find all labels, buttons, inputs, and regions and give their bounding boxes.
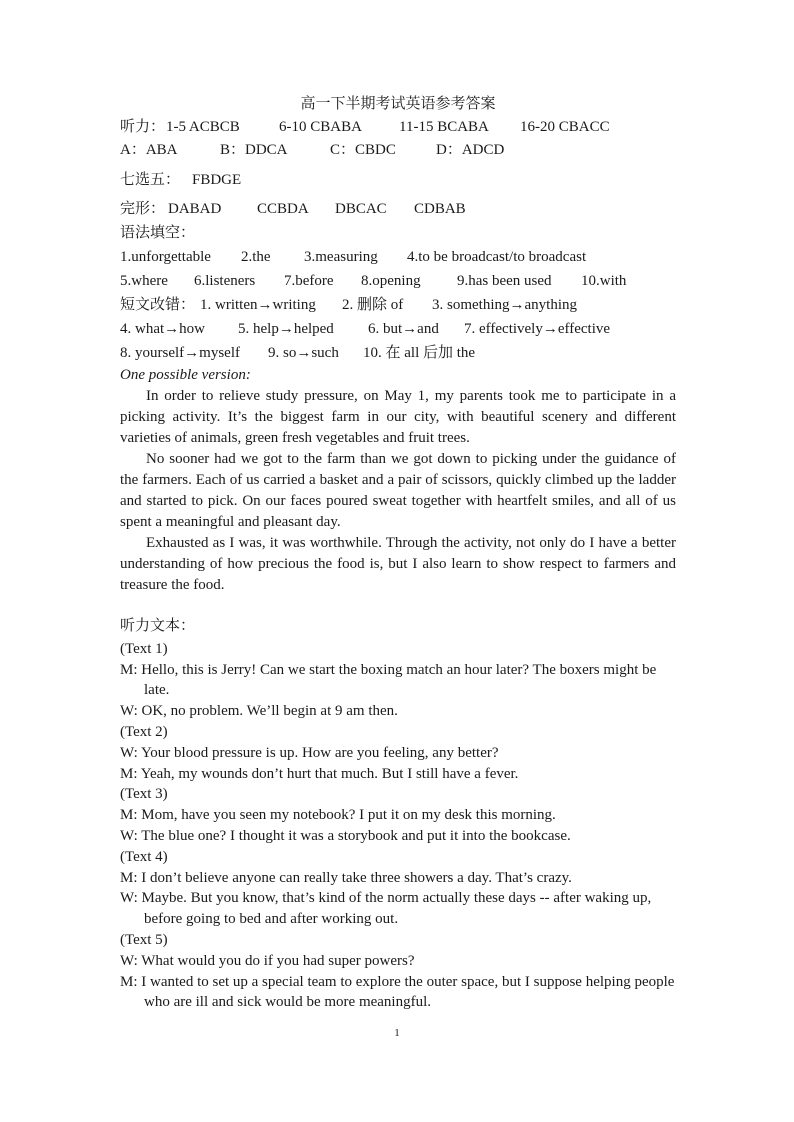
listening-label: 听力： xyxy=(120,119,166,135)
script-line: (Text 5) xyxy=(120,931,168,948)
reading-d: D：ADCD xyxy=(436,142,505,158)
correction-row-1 xyxy=(120,293,676,317)
script-line: M: I don’t believe anyone can really take three showers a day. That’s crazy. xyxy=(120,869,572,886)
correction-item: 4. what→how xyxy=(120,321,205,337)
correction-item: 7. effectively→effective xyxy=(464,321,611,337)
reading-answers xyxy=(120,139,676,162)
script-line: W: The blue one? I thought it was a storybook and put it into the bookcase. xyxy=(120,827,571,844)
correction-item: 1. written→writing xyxy=(200,297,316,313)
grammar-item: 5.where xyxy=(120,273,168,289)
grammar-item: 7.before xyxy=(284,273,334,289)
grammar-item: 10.with xyxy=(581,273,627,289)
grammar-item: 4.to be broadcast/to broadcast xyxy=(407,249,587,265)
correction-item: 5. help→helped xyxy=(238,321,334,337)
script-label: 听力文本： xyxy=(120,618,196,634)
listening-script xyxy=(120,616,676,1013)
grammar-item: 9.has been used xyxy=(457,273,552,289)
cloze-group-4: CDBAB xyxy=(414,201,466,217)
page-number: 1 xyxy=(394,1027,400,1039)
correction-item: 8. yourself→myself xyxy=(120,345,240,361)
script-line: (Text 1) xyxy=(120,640,168,657)
grammar-item: 2.the xyxy=(241,249,271,265)
script-line: M: Yeah, my wounds don’t hurt that much. But I still have a fever. xyxy=(120,765,519,782)
correction-item: 2. 删除 of xyxy=(342,297,404,313)
grammar-item: 1.unforgettable xyxy=(120,249,211,265)
script-line: M: I wanted to set up a special team to explore the outer space, but I suppose helping people who are ill and sick would be more meaningful. xyxy=(120,973,675,1011)
grammar-label: 语法填空： xyxy=(120,225,196,241)
grammar-row-1 xyxy=(120,245,676,269)
answer-sheet xyxy=(120,94,676,1013)
reading-a: A：ABA xyxy=(120,142,178,158)
listening-group-4: 16-20 CBACC xyxy=(520,119,610,135)
seven-label: 七选五： xyxy=(120,172,181,188)
script-lines xyxy=(120,639,676,1013)
grammar-row-2 xyxy=(120,269,676,293)
script-line: M: Mom, have you seen my notebook? I put it on my desk this morning. xyxy=(120,807,556,824)
listening-group-2: 6-10 CBABA xyxy=(279,119,362,135)
correction-label: 短文改错： xyxy=(120,297,196,313)
essay-paragraph-1: In order to relieve study pressure, on May 1, my parents took me to participate in a picking activity. It’s the biggest farm in our city, with beautiful scenery and different varieties of animals, green fresh vegetables and fruit trees. xyxy=(120,388,676,446)
grammar-item: 8.opening xyxy=(361,273,421,289)
seven-answer: FBDGE xyxy=(192,172,242,188)
correction-item: 10. 在 all 后加 the xyxy=(363,345,476,361)
cloze-group-2: CCBDA xyxy=(257,201,309,217)
script-line: W: Maybe. But you know, that’s kind of the norm actually these days -- after waking up, before going to bed and after working out. xyxy=(120,890,652,928)
script-line: W: What would you do if you had super powers? xyxy=(120,952,415,969)
correction-row-3 xyxy=(120,341,676,365)
grammar-item: 3.measuring xyxy=(304,249,378,265)
cloze-group-3: DBCAC xyxy=(335,201,387,217)
script-line: (Text 2) xyxy=(120,723,168,740)
listening-answers xyxy=(120,116,676,139)
listening-group-1: 1-5 ACBCB xyxy=(166,119,240,135)
script-line: M: Hello, this is Jerry! Can we start the boxing match an hour later? The boxers might be late. xyxy=(120,661,657,699)
script-line: W: OK, no problem. We’ll begin at 9 am then. xyxy=(120,703,398,720)
correction-item: 6. but→and xyxy=(368,321,439,337)
grammar-heading xyxy=(120,221,676,245)
cloze-label: 完形： xyxy=(120,201,166,217)
essay-paragraph-3: Exhausted as I was, it was worthwhile. Through the activity, not only do I have a better understanding of how precious the food is, but I also learn to show respect to farmers and treasure the food. xyxy=(120,535,676,593)
reading-c: C：CBDC xyxy=(330,142,396,158)
correction-item: 9. so→such xyxy=(268,345,339,361)
script-line: (Text 3) xyxy=(120,786,168,803)
reading-b: B：DDCA xyxy=(220,142,288,158)
cloze-group-1: DABAD xyxy=(168,201,222,217)
correction-item: 3. something→anything xyxy=(432,297,577,313)
seven-choose-five xyxy=(120,168,676,192)
script-line: (Text 4) xyxy=(120,848,168,865)
grammar-item: 6.listeners xyxy=(194,273,256,289)
script-line: W: Your blood pressure is up. How are you feeling, any better? xyxy=(120,744,499,761)
cloze-answers xyxy=(120,197,676,221)
essay-label: One possible version: xyxy=(120,367,251,383)
listening-group-3: 11-15 BCABA xyxy=(399,119,489,135)
essay-paragraph-2: No sooner had we got to the farm than we got down to picking under the guidance of the farmers. Each of us carried a basket and a pair of scissors, quickly climbed up the ladder and started to pick. On our faces poured sweat together with heartfelt smiles, and all of us spent a meaningful and pleasant day. xyxy=(120,451,676,530)
page-title: 高一下半期考试英语参考答案 xyxy=(300,96,496,112)
correction-row-2 xyxy=(120,317,676,341)
